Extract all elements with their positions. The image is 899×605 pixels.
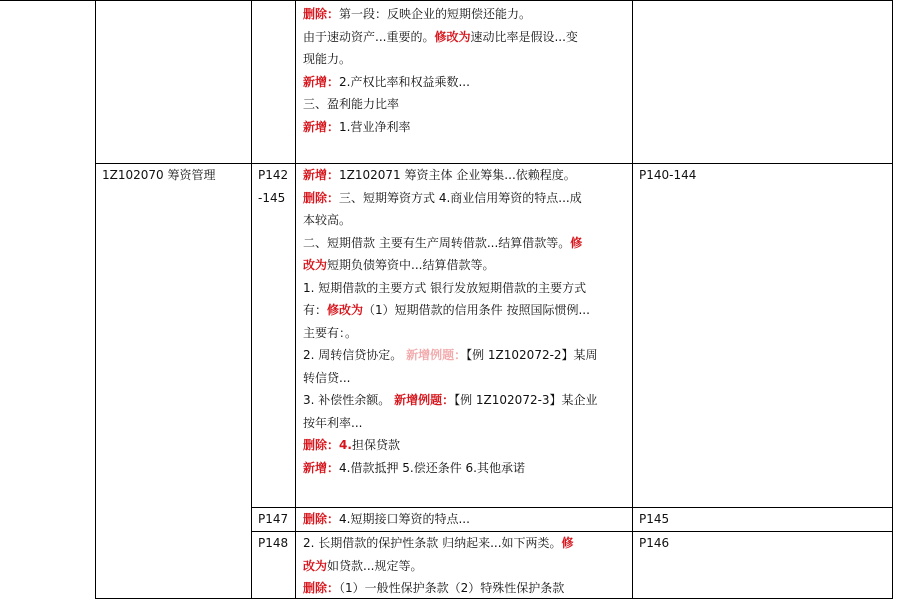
change-text: 如贷款...规定等。 xyxy=(327,558,423,573)
change-line xyxy=(303,532,629,555)
change-line xyxy=(303,322,629,345)
change-text: （1）短期借款的信用条件 按照国际惯例... xyxy=(363,303,590,317)
change-tag: 删除： xyxy=(303,512,340,526)
page-cell xyxy=(258,532,294,555)
change-text: 转信贷... xyxy=(303,370,351,385)
table-border-right xyxy=(892,0,893,599)
change-line xyxy=(303,254,629,277)
change-text: 【例 1Z102072-2】某周 xyxy=(466,348,598,362)
page-cell xyxy=(258,508,294,531)
page-cell: P142 -145 xyxy=(258,168,289,205)
change-text: 三、短期筹资方式 4.商业信用筹资的特点...成 xyxy=(339,190,582,205)
change-text: 短期负债筹资中...结算借款等。 xyxy=(327,258,495,272)
change-text: 3. 补偿性余额。 xyxy=(303,393,395,407)
change-line xyxy=(303,434,629,457)
change-tag: 新增例题： xyxy=(406,348,467,362)
old-page-number: P146 xyxy=(639,536,670,550)
change-text: 速动比率是假设...变 xyxy=(470,29,578,44)
change-text: 现能力。 xyxy=(303,52,352,66)
change-text: 1Z102071 筹资主体 企业筹集...依赖程度。 xyxy=(339,168,576,182)
changes-cell xyxy=(303,164,629,479)
change-line xyxy=(303,26,629,49)
change-tag: 删除： xyxy=(303,438,340,452)
change-tag: 修 xyxy=(570,235,583,250)
change-text: 【例 1Z102072-3】某企业 xyxy=(454,393,598,407)
change-tag: 删除： xyxy=(303,581,340,595)
change-line xyxy=(303,412,629,435)
change-tag: 4. xyxy=(339,438,352,452)
change-tag: 删除： xyxy=(303,190,340,205)
change-line xyxy=(303,187,629,210)
change-tag: 修改为 xyxy=(327,303,364,317)
change-line xyxy=(303,232,629,255)
change-text: 1. 短期借款的主要方式 银行发放短期借款的主要方式 xyxy=(303,280,587,295)
change-text: 担保贷款 xyxy=(351,438,400,452)
change-tag: 新增例题： xyxy=(394,393,455,407)
changes-cell xyxy=(303,3,629,138)
change-tag: 新增： xyxy=(303,168,340,182)
table-border-left xyxy=(95,0,96,599)
change-text: 二、短期借款 主要有生产周转借款...结算借款等。 xyxy=(303,235,571,250)
change-tag: 改为 xyxy=(303,258,328,272)
change-text: 2.产权比率和权益乘数... xyxy=(339,74,470,89)
page-number: P148 xyxy=(258,536,289,550)
change-text: 本较高。 xyxy=(303,213,352,227)
change-tag: 新增： xyxy=(303,460,340,475)
table-border-col4 xyxy=(632,0,633,599)
change-text: 有： xyxy=(303,303,328,317)
change-tag: 改为 xyxy=(303,558,328,573)
change-line xyxy=(303,48,629,71)
table-border-col2 xyxy=(251,0,252,599)
change-line xyxy=(303,508,629,531)
change-text: 4.短期接口筹资的特点... xyxy=(339,512,470,526)
change-text: 1.营业净利率 xyxy=(339,119,411,134)
change-tag: 删除： xyxy=(303,7,340,21)
table-border-col3 xyxy=(295,0,296,599)
old-page-number: P145 xyxy=(639,512,670,526)
table-border-top xyxy=(0,0,893,1)
change-text: 第一段：反映企业的短期偿还能力。 xyxy=(339,7,532,21)
change-text: 2. 周转信贷协定。 xyxy=(303,348,407,362)
page-number: P147 xyxy=(258,512,289,526)
old-page-number: P140-144 xyxy=(639,168,697,182)
change-line xyxy=(303,209,629,232)
changes-cell xyxy=(303,508,629,531)
change-line xyxy=(303,367,629,390)
change-line xyxy=(303,3,629,26)
change-text: 4.借款抵押 5.偿还条件 6.其他承诺 xyxy=(339,460,525,475)
change-text: 主要有：。 xyxy=(303,325,358,340)
change-line xyxy=(303,116,629,139)
change-line xyxy=(303,277,629,300)
change-tag: 新增： xyxy=(303,119,340,134)
change-tag: 修 xyxy=(561,536,574,550)
old-page-cell xyxy=(639,508,889,531)
change-tag: 新增： xyxy=(303,74,340,89)
change-line xyxy=(303,71,629,94)
change-line xyxy=(303,344,629,367)
change-line xyxy=(303,93,629,116)
change-text: （1）一般性保护条款（2）特殊性保护条款 xyxy=(339,581,565,595)
change-line xyxy=(303,555,629,578)
change-line xyxy=(303,299,629,322)
change-text: 由于速动资产...重要的。 xyxy=(303,29,435,44)
change-line xyxy=(303,164,629,187)
change-tag: 修改为 xyxy=(434,29,471,44)
section-title: 1Z102070 筹资管理 xyxy=(102,168,216,182)
change-line xyxy=(303,389,629,412)
old-page-cell xyxy=(639,164,889,187)
change-text: 2. 长期借款的保护性条款 归纳起来...如下两类。 xyxy=(303,536,562,550)
old-page-cell xyxy=(639,532,889,555)
changes-cell xyxy=(303,532,629,600)
section-cell xyxy=(102,164,250,187)
change-line xyxy=(303,577,629,600)
change-text: 三、盈利能力比率 xyxy=(303,97,400,111)
change-text: 按年利率... xyxy=(303,415,363,430)
change-line xyxy=(303,457,629,480)
